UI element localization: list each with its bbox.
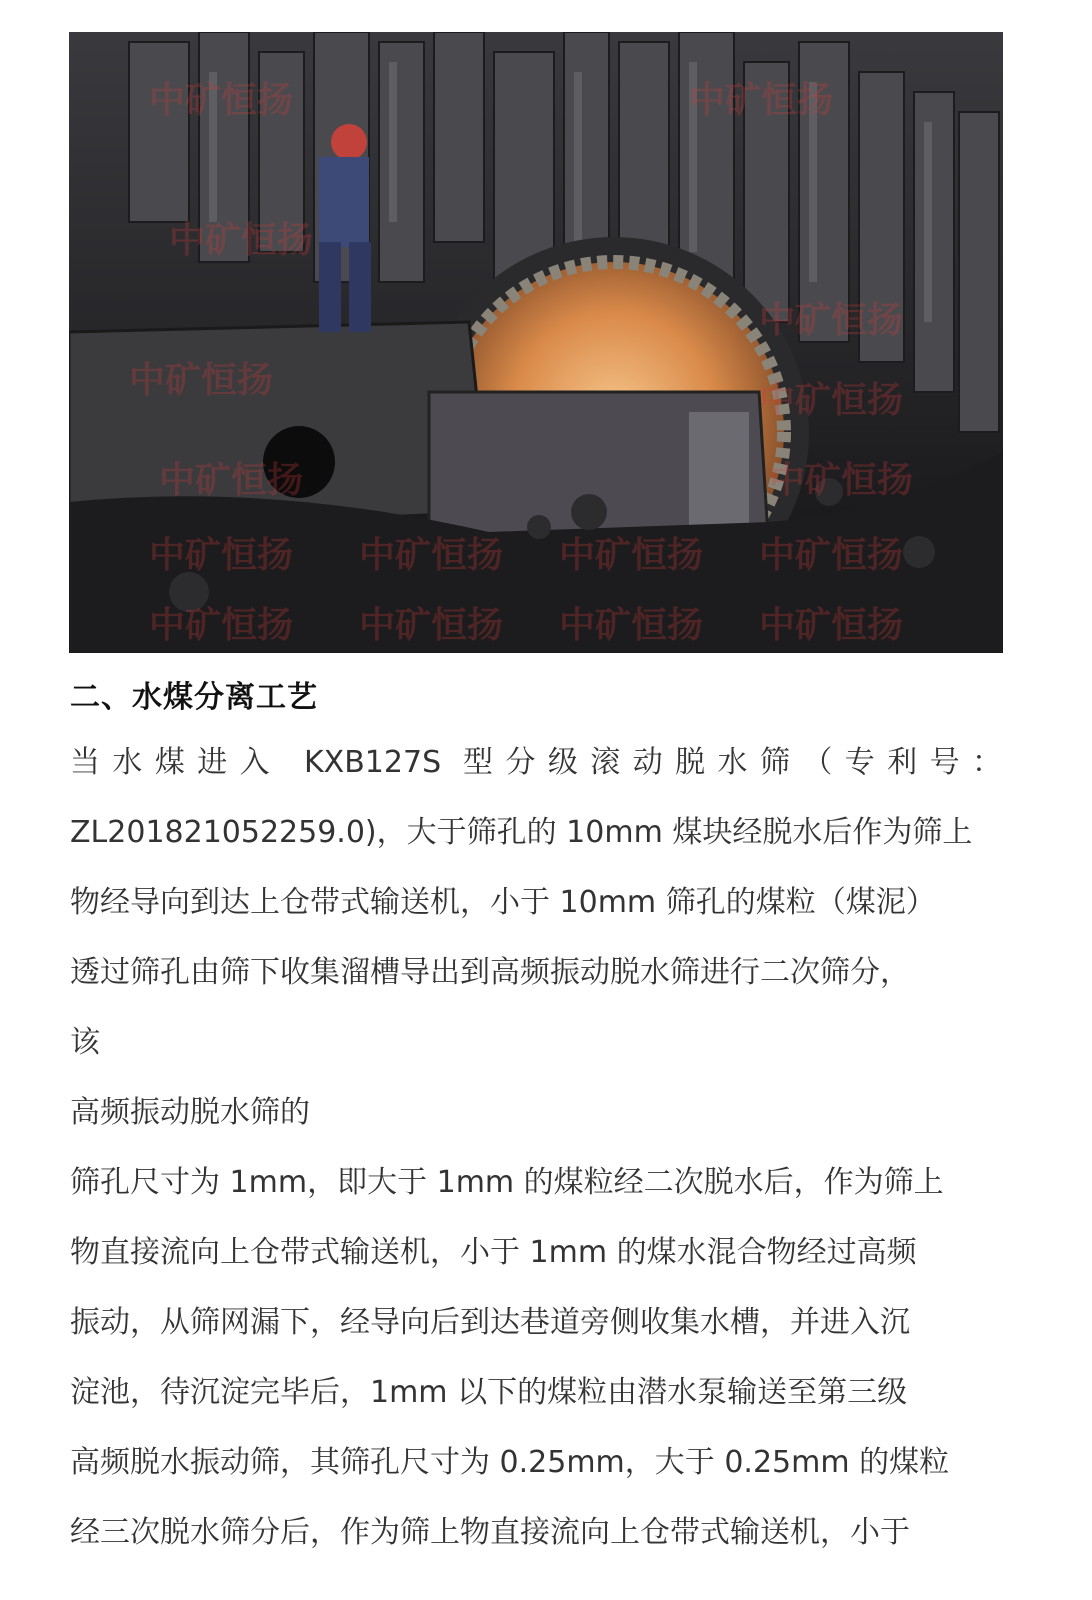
watermark-text: 中矿恒扬	[149, 80, 294, 121]
watermark-text: 中矿恒扬	[149, 535, 294, 576]
watermark-text: 中矿恒扬	[559, 605, 704, 646]
photo-illustration	[69, 32, 1003, 653]
watermark-text: 中矿恒扬	[769, 460, 914, 501]
paragraph-line: 高频振动脱水筛的	[70, 1095, 310, 1130]
paragraph-line: 振动，从筛网漏下，经导向后到达巷道旁侧收集水槽，并进入沉	[70, 1305, 910, 1340]
watermark-text: 中矿恒扬	[359, 605, 504, 646]
watermark-text: 中矿恒扬	[169, 220, 314, 261]
watermark-text: 中矿恒扬	[359, 535, 504, 576]
section-heading: 二、水煤分离工艺	[70, 680, 318, 715]
paragraph-line: ZL201821052259.0)，大于筛孔的 10mm 煤块经脱水后作为筛上	[70, 815, 973, 850]
paragraph-line: 高频脱水振动筛，其筛孔尺寸为 0.25mm，大于 0.25mm 的煤粒	[70, 1445, 950, 1480]
paragraph-line: 物直接流向上仓带式输送机，小于 1mm 的煤水混合物经过高频	[70, 1235, 917, 1270]
watermark-text: 中矿恒扬	[759, 535, 904, 576]
watermark-text: 中矿恒扬	[129, 360, 274, 401]
paragraph-line: 物经导向到达上仓带式输送机，小于 10mm 筛孔的煤粒（煤泥）	[70, 885, 936, 920]
watermark-text: 中矿恒扬	[759, 605, 904, 646]
watermark-text: 中矿恒扬	[759, 380, 904, 421]
watermark-text: 中矿恒扬	[689, 80, 834, 121]
paragraph-line: 筛孔尺寸为 1mm，即大于 1mm 的煤粒经二次脱水后，作为筛上	[70, 1165, 944, 1200]
section-body	[70, 728, 1002, 1568]
mining-machine-photo	[69, 32, 1003, 653]
watermark-text: 中矿恒扬	[559, 535, 704, 576]
watermark-text: 中矿恒扬	[149, 605, 294, 646]
watermark-text: 中矿恒扬	[759, 300, 904, 341]
paragraph-line: 经三次脱水筛分后，作为筛上物直接流向上仓带式输送机，小于	[70, 1515, 910, 1550]
paragraph-line: 淀池，待沉淀完毕后，1mm 以下的煤粒由潜水泵输送至第三级	[70, 1375, 908, 1410]
paragraph-line: 当水煤进入 KXB127S 型分级滚动脱水筛（专利号：	[70, 745, 1002, 780]
watermark-text: 中矿恒扬	[159, 460, 304, 501]
paragraph-line: 透过筛孔由筛下收集溜槽导出到高频振动脱水筛进行二次筛分，	[70, 955, 910, 990]
paragraph-line: 该	[70, 1025, 100, 1060]
